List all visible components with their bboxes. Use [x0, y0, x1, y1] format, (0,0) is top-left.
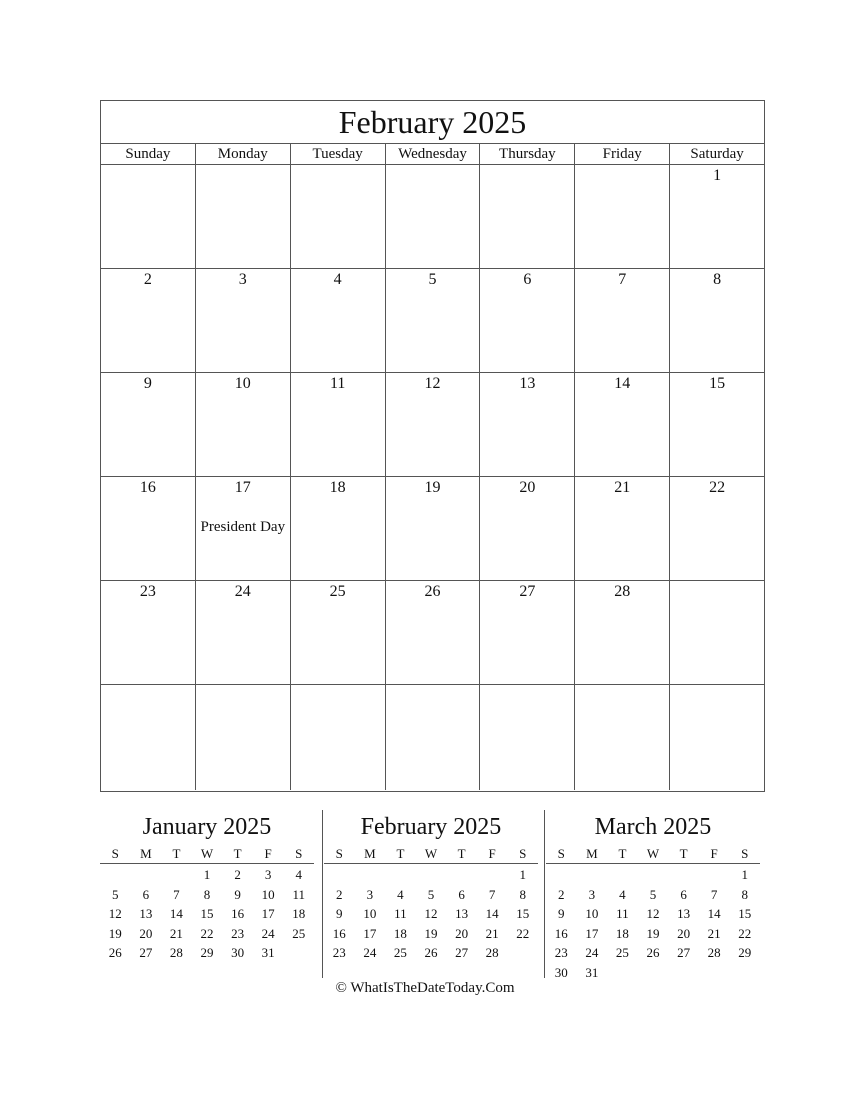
mini-day: 14	[707, 906, 721, 921]
mini-day: 29	[738, 945, 752, 960]
day-number: 5	[428, 271, 437, 288]
day-cell[interactable]	[480, 165, 575, 268]
mini-day: 15	[516, 906, 530, 921]
mini-day: 21	[707, 925, 721, 941]
mini-day: 23	[231, 925, 245, 941]
week-row	[101, 477, 764, 581]
day-cell[interactable]	[291, 269, 386, 372]
day-cell[interactable]	[101, 269, 196, 372]
mini-day: 28	[169, 945, 183, 960]
mini-weekday: F	[488, 846, 496, 861]
footer-credit: © WhatIsTheDateToday.Com	[335, 980, 515, 996]
day-number: 16	[139, 479, 156, 496]
mini-day: 26	[646, 945, 660, 960]
mini-day: 26	[108, 945, 122, 960]
mini-day: 26	[424, 945, 438, 960]
day-number: 15	[709, 375, 726, 392]
mini-weekday: W	[200, 846, 214, 861]
mini-day: 27	[677, 945, 691, 960]
mini-calendar-title: February 2025	[360, 814, 502, 840]
day-cell[interactable]	[196, 269, 291, 372]
mini-day: 16	[554, 925, 568, 941]
mini-day: 11	[394, 906, 407, 921]
mini-day: 16	[231, 906, 245, 921]
mini-day: 23	[332, 945, 346, 960]
weekday-monday: Monday	[196, 144, 291, 164]
day-cell[interactable]	[480, 685, 575, 790]
mini-day: 19	[108, 925, 122, 941]
mini-day: 14	[169, 906, 183, 921]
mini-day: 8	[203, 886, 211, 902]
mini-day: 7	[488, 886, 496, 902]
mini-day: 8	[741, 886, 748, 902]
mini-day: 14	[485, 906, 499, 921]
mini-weekday: T	[618, 846, 627, 861]
mini-weekday-row	[546, 844, 760, 864]
day-cell[interactable]	[101, 685, 196, 790]
day-cell[interactable]	[670, 685, 764, 790]
mini-day: 1	[741, 867, 748, 882]
mini-day	[131, 865, 162, 885]
mini-weekday: W	[424, 846, 438, 861]
day-number	[101, 687, 195, 707]
mini-days-grid	[100, 864, 314, 963]
day-number: 22	[709, 479, 726, 496]
day-cell[interactable]	[291, 477, 386, 580]
day-cell[interactable]	[670, 165, 764, 268]
day-cell[interactable]	[291, 165, 386, 268]
day-cell[interactable]	[575, 373, 670, 476]
mini-day	[507, 943, 538, 963]
mini-day: 20	[677, 925, 691, 941]
mini-day: 25	[292, 925, 306, 941]
mini-day: 20	[139, 925, 153, 941]
day-cell[interactable]	[291, 581, 386, 684]
day-number: 13	[519, 375, 536, 392]
day-number: 12	[424, 375, 441, 392]
mini-day: 12	[646, 906, 660, 921]
mini-day	[161, 865, 192, 885]
day-cell[interactable]	[670, 581, 764, 684]
mini-day: 17	[261, 906, 275, 921]
mini-day: 4	[397, 886, 404, 902]
day-cell[interactable]	[575, 165, 670, 268]
mini-weekday: F	[710, 846, 718, 861]
day-number: 11	[329, 375, 346, 392]
week-row	[101, 165, 764, 269]
mini-day: 3	[588, 886, 596, 902]
day-number: 4	[333, 271, 342, 288]
day-number: 18	[329, 479, 346, 496]
day-number	[196, 167, 290, 187]
mini-day: 7	[710, 886, 718, 902]
mini-day: 20	[455, 925, 469, 941]
mini-day: 9	[558, 906, 565, 921]
day-number	[386, 687, 480, 707]
mini-day: 23	[554, 945, 568, 960]
mini-day: 18	[615, 925, 629, 941]
weekday-sunday: Sunday	[101, 144, 196, 164]
calendar-grid	[101, 165, 764, 790]
mini-day	[416, 865, 447, 885]
mini-weekday: S	[741, 846, 749, 861]
day-number	[101, 167, 195, 187]
day-number	[480, 687, 574, 707]
day-cell[interactable]	[670, 477, 764, 580]
mini-day	[100, 865, 131, 885]
mini-day: 28	[707, 945, 721, 960]
day-number	[670, 687, 764, 707]
mini-weekday-row	[324, 844, 538, 864]
mini-day: 12	[108, 906, 122, 921]
weekday-wednesday: Wednesday	[386, 144, 481, 164]
day-cell[interactable]	[196, 477, 291, 580]
mini-day: 31	[261, 945, 275, 960]
mini-day: 3	[264, 867, 272, 882]
day-number	[575, 687, 669, 707]
mini-day: 25	[393, 945, 407, 960]
mini-day: 16	[332, 925, 346, 941]
mini-weekday-row	[100, 844, 314, 864]
mini-day: 1	[203, 867, 211, 882]
day-cell[interactable]	[480, 581, 575, 684]
mini-weekday: S	[335, 846, 343, 861]
mini-calendar-january	[100, 810, 314, 978]
day-number	[480, 167, 574, 187]
mini-day: 25	[615, 945, 629, 960]
mini-day	[477, 865, 508, 885]
day-number: 27	[519, 583, 536, 600]
day-cell[interactable]	[386, 685, 481, 790]
mini-day: 17	[363, 925, 377, 941]
calendar-title: February 2025	[101, 101, 764, 144]
day-number: 14	[614, 375, 631, 392]
week-row	[101, 581, 764, 685]
day-number: 10	[234, 375, 251, 392]
mini-weekday: T	[457, 846, 466, 861]
mini-divider	[544, 810, 545, 978]
mini-day: 9	[336, 906, 343, 921]
weekday-saturday: Saturday	[690, 146, 744, 162]
mini-weekday: S	[557, 846, 565, 861]
mini-day: 15	[738, 906, 752, 921]
day-cell[interactable]	[480, 477, 575, 580]
day-number: 21	[614, 479, 631, 496]
day-cell[interactable]	[101, 477, 196, 580]
mini-day	[638, 865, 669, 885]
day-number	[386, 167, 480, 187]
day-cell[interactable]	[101, 165, 196, 268]
week-row	[101, 685, 764, 790]
mini-day: 15	[200, 906, 214, 921]
mini-day: 24	[261, 925, 275, 941]
mini-day	[355, 865, 386, 885]
mini-weekday: M	[586, 846, 598, 861]
day-number	[670, 583, 764, 603]
day-number: 2	[143, 271, 152, 288]
day-cell[interactable]	[575, 685, 670, 790]
weekday-tuesday: Tuesday	[291, 144, 386, 164]
weekday-friday: Friday	[575, 144, 670, 164]
mini-day: 13	[677, 906, 691, 921]
day-cell[interactable]	[386, 165, 481, 268]
mini-day: 19	[424, 925, 438, 941]
mini-day: 18	[393, 925, 407, 941]
mini-day: 6	[680, 886, 687, 902]
mini-day	[446, 865, 477, 885]
week-row	[101, 269, 764, 373]
mini-day: 6	[458, 886, 465, 902]
mini-day: 29	[200, 945, 214, 960]
mini-day: 4	[295, 867, 302, 882]
mini-weekday: T	[679, 846, 688, 861]
mini-day: 22	[738, 925, 752, 941]
day-cell[interactable]	[575, 581, 670, 684]
weekday-header-row	[101, 144, 764, 165]
day-number	[575, 167, 669, 187]
mini-day: 7	[173, 886, 180, 902]
day-cell[interactable]	[386, 373, 481, 476]
mini-day	[577, 865, 608, 885]
mini-day: 5	[112, 886, 119, 902]
mini-day	[668, 865, 699, 885]
mini-day: 21	[485, 925, 499, 941]
mini-weekday: S	[519, 846, 527, 861]
mini-day	[324, 865, 355, 885]
day-number: 8	[713, 271, 722, 288]
day-cell[interactable]	[101, 581, 196, 684]
day-cell[interactable]	[575, 269, 670, 372]
weekday-thursday: Thursday	[480, 144, 575, 164]
week-row	[101, 373, 764, 477]
mini-day: 2	[234, 867, 241, 882]
day-cell[interactable]	[196, 685, 291, 790]
mini-weekday: T	[233, 846, 242, 861]
mini-day: 11	[292, 886, 305, 902]
mini-day: 13	[139, 906, 153, 921]
mini-day: 4	[619, 886, 626, 902]
mini-days-grid	[324, 864, 538, 963]
mini-calendar-march	[546, 810, 760, 978]
mini-day: 31	[585, 964, 599, 980]
mini-day: 10	[261, 886, 275, 902]
day-cell[interactable]	[386, 269, 481, 372]
mini-weekday: M	[140, 846, 152, 861]
mini-weekday: T	[396, 846, 405, 861]
day-number: 24	[234, 583, 251, 600]
mini-day: 5	[427, 886, 435, 902]
mini-day: 24	[585, 945, 599, 960]
mini-weekday: S	[111, 846, 119, 861]
mini-day: 21	[169, 925, 183, 941]
mini-day: 30	[231, 945, 245, 960]
day-number: 28	[614, 583, 631, 600]
mini-day: 13	[455, 906, 469, 921]
mini-day: 27	[455, 945, 469, 960]
day-number: 26	[424, 583, 441, 600]
day-cell[interactable]	[101, 373, 196, 476]
mini-weekday: S	[295, 846, 303, 861]
day-number: 6	[523, 271, 532, 288]
mini-day	[607, 865, 638, 885]
day-cell[interactable]	[670, 373, 764, 476]
mini-day: 9	[234, 886, 241, 902]
day-number	[196, 687, 290, 707]
mini-weekday: M	[364, 846, 376, 861]
mini-calendars	[100, 810, 765, 978]
mini-weekday: W	[646, 846, 660, 861]
mini-weekday: T	[172, 846, 181, 861]
mini-day: 2	[336, 886, 343, 902]
day-cell[interactable]	[291, 373, 386, 476]
day-number: 9	[143, 375, 152, 392]
mini-day: 22	[200, 925, 214, 941]
day-cell[interactable]	[386, 581, 481, 684]
day-cell[interactable]	[480, 269, 575, 372]
day-number: 23	[139, 583, 156, 600]
mini-day: 6	[142, 886, 150, 902]
day-cell[interactable]	[386, 477, 481, 580]
mini-day: 19	[646, 925, 660, 941]
mini-calendar-february	[324, 810, 538, 978]
day-cell[interactable]	[670, 269, 764, 372]
mini-day: 10	[363, 906, 377, 921]
day-number: 7	[618, 271, 627, 288]
mini-day	[546, 865, 577, 885]
holiday-note: President Day	[200, 519, 286, 535]
mini-day: 8	[519, 886, 526, 902]
mini-calendar-title: March 2025	[594, 814, 712, 840]
mini-day: 12	[424, 906, 438, 921]
day-cell[interactable]	[196, 165, 291, 268]
mini-day: 11	[616, 906, 629, 921]
mini-day: 27	[139, 945, 153, 960]
day-number	[291, 687, 385, 707]
mini-day: 1	[519, 867, 526, 882]
day-cell[interactable]	[291, 685, 386, 790]
mini-day: 3	[366, 886, 374, 902]
mini-day	[699, 865, 730, 885]
mini-day	[385, 865, 416, 885]
day-number	[291, 167, 385, 187]
day-cell[interactable]	[196, 373, 291, 476]
day-cell[interactable]	[196, 581, 291, 684]
day-number: 3	[238, 271, 247, 288]
day-cell[interactable]	[575, 477, 670, 580]
mini-day	[283, 943, 314, 963]
mini-day: 2	[558, 886, 565, 902]
mini-day: 17	[585, 925, 599, 941]
mini-day: 10	[585, 906, 599, 921]
mini-day: 30	[554, 964, 568, 980]
mini-days-grid	[546, 864, 760, 982]
day-number: 20	[519, 479, 536, 496]
mini-day: 5	[649, 886, 657, 902]
mini-divider	[322, 810, 323, 978]
day-cell[interactable]	[480, 373, 575, 476]
mini-day: 28	[485, 945, 499, 960]
mini-day: 22	[516, 925, 530, 941]
mini-day: 24	[363, 945, 377, 960]
mini-weekday: F	[264, 846, 272, 861]
day-number: 25	[329, 583, 346, 600]
day-number: 19	[424, 479, 441, 496]
day-number: 17	[234, 479, 251, 496]
main-calendar	[100, 100, 765, 792]
day-number: 1	[713, 167, 722, 184]
mini-day: 18	[292, 906, 306, 921]
mini-calendar-title: January 2025	[142, 814, 272, 840]
